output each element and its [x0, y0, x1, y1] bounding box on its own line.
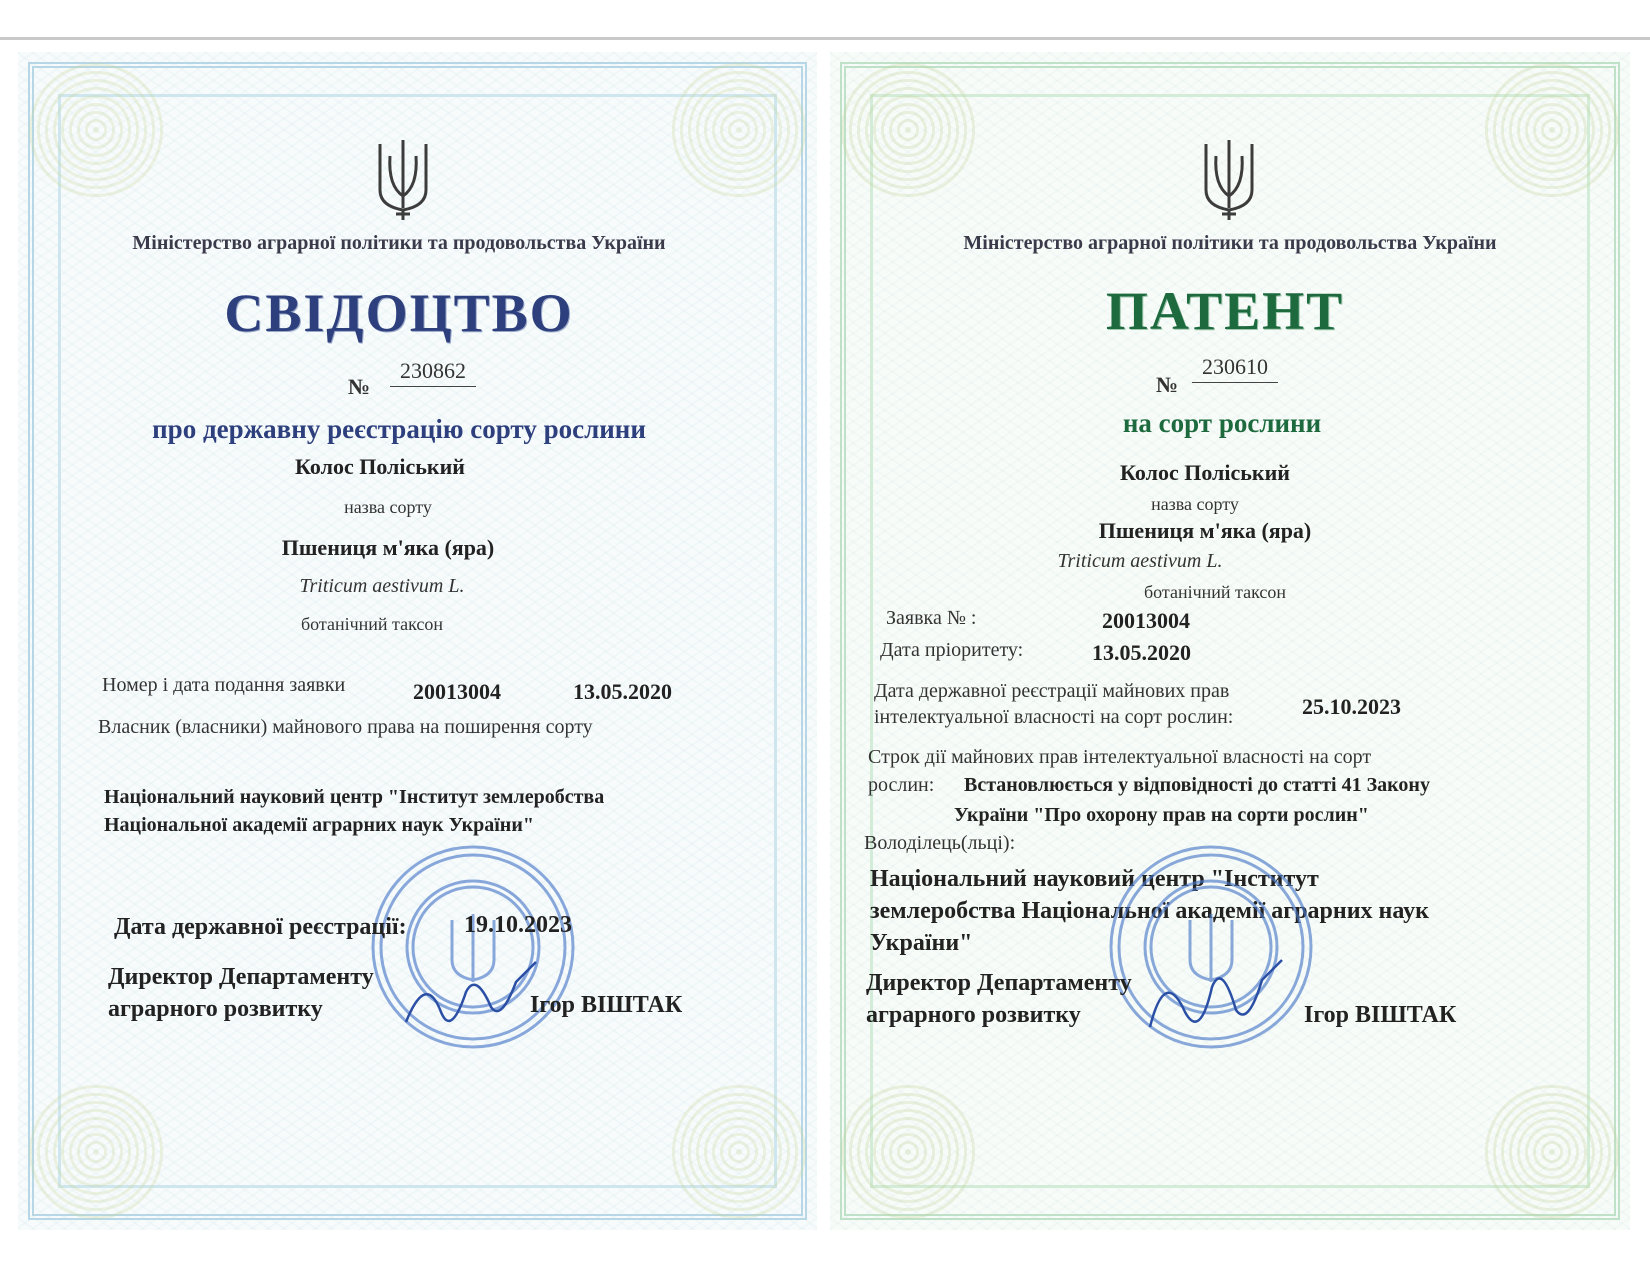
corner-rosette [1482, 1082, 1622, 1222]
ministry-name: Міністерство аграрної політики та продовольства України [963, 232, 1497, 254]
application-date: 13.05.2020 [573, 679, 672, 704]
registration-date: 25.10.2023 [1302, 694, 1401, 719]
corner-rosette [26, 60, 166, 200]
director-title-line-1: Директор Департаменту [866, 970, 1132, 996]
species-name: Пшениця м'яка (яра) [1098, 518, 1312, 543]
owner-line-2: землеробства Національної академії аграрних наук [870, 898, 1429, 924]
patent-number: 230610 [1192, 354, 1278, 383]
application-label: Заявка № : [886, 607, 977, 629]
variety-name: Колос Поліський [1120, 460, 1290, 485]
scan-top-edge [0, 37, 1650, 40]
corner-rosette [838, 60, 978, 200]
application-number: 20013004 [413, 679, 501, 704]
director-title-line-2: аграрного розвитку [866, 1002, 1081, 1028]
director-title-line-2: аграрного розвитку [108, 996, 323, 1022]
owner-line-3: України" [870, 930, 973, 956]
species-name: Пшениця м'яка (яра) [281, 535, 495, 560]
term-label: рослин: [868, 774, 935, 796]
signature-mark [396, 952, 546, 1042]
ministry-name: Міністерство аграрної політики та продовольства України [132, 232, 666, 254]
registration-date: 19.10.2023 [464, 912, 572, 938]
term-value-line-1: Встановлюється у відповідності до статті 41 Закону [964, 774, 1430, 796]
trident-emblem-icon [1198, 136, 1260, 222]
corner-rosette [1482, 60, 1622, 200]
trident-emblem-icon [372, 136, 434, 222]
variety-name-caption: назва сорту [344, 497, 432, 517]
application-number: 20013004 [1102, 608, 1190, 633]
priority-label: Дата пріоритету: [880, 639, 1024, 661]
number-label: № [348, 374, 371, 399]
priority-date: 13.05.2020 [1092, 640, 1191, 665]
director-name: Ігор ВІШТАК [530, 992, 683, 1018]
registration-label-line-1: Дата державної реєстрації майнових прав [874, 680, 1230, 702]
patent-page [830, 52, 1630, 1230]
number-label: № [1156, 372, 1179, 397]
document-title: СВІДОЦТВО [224, 283, 574, 343]
term-line-1: Строк дії майнових прав інтелектуальної власності на сорт [868, 746, 1372, 768]
latin-name: Triticum aestivum L. [1057, 550, 1223, 572]
owner-label: Володілець(льці): [864, 832, 1016, 854]
corner-rosette [669, 60, 809, 200]
signature-mark [1140, 952, 1290, 1042]
owner-line-2: Національної академії аграрних наук України" [104, 814, 534, 836]
owner-label: Власник (власники) майнового права на поширення сорту [98, 716, 593, 738]
variety-name-caption: назва сорту [1151, 494, 1239, 514]
registration-date-label: Дата державної реєстрації: [114, 914, 407, 940]
director-title-line-1: Директор Департаменту [108, 964, 374, 990]
taxon-caption: ботанічний таксон [1143, 582, 1287, 602]
corner-rosette [26, 1082, 166, 1222]
director-name: Ігор ВІШТАК [1304, 1002, 1457, 1028]
corner-rosette [669, 1082, 809, 1222]
registration-label-line-2: інтелектуальної власності на сорт рослин: [874, 706, 1234, 728]
corner-rosette [838, 1082, 978, 1222]
owner-line-1: Національний науковий центр "Інститут [870, 866, 1319, 892]
certificate-page [18, 52, 817, 1230]
term-value-line-2: України "Про охорону прав на сорти рослин" [954, 804, 1369, 826]
latin-name: Triticum aestivum L. [299, 575, 465, 597]
application-label: Номер і дата подання заявки [102, 674, 346, 696]
document-title: ПАТЕНТ [1105, 281, 1345, 341]
owner-line-1: Національний науковий центр "Інститут землеробства [104, 786, 605, 808]
document-subtitle: на сорт рослини [1122, 408, 1322, 438]
variety-name: Колос Поліський [295, 454, 465, 479]
taxon-caption: ботанічний таксон [300, 614, 444, 634]
document-subtitle: про державну реєстрацію сорту рослини [152, 414, 646, 444]
certificate-number: 230862 [390, 358, 476, 387]
